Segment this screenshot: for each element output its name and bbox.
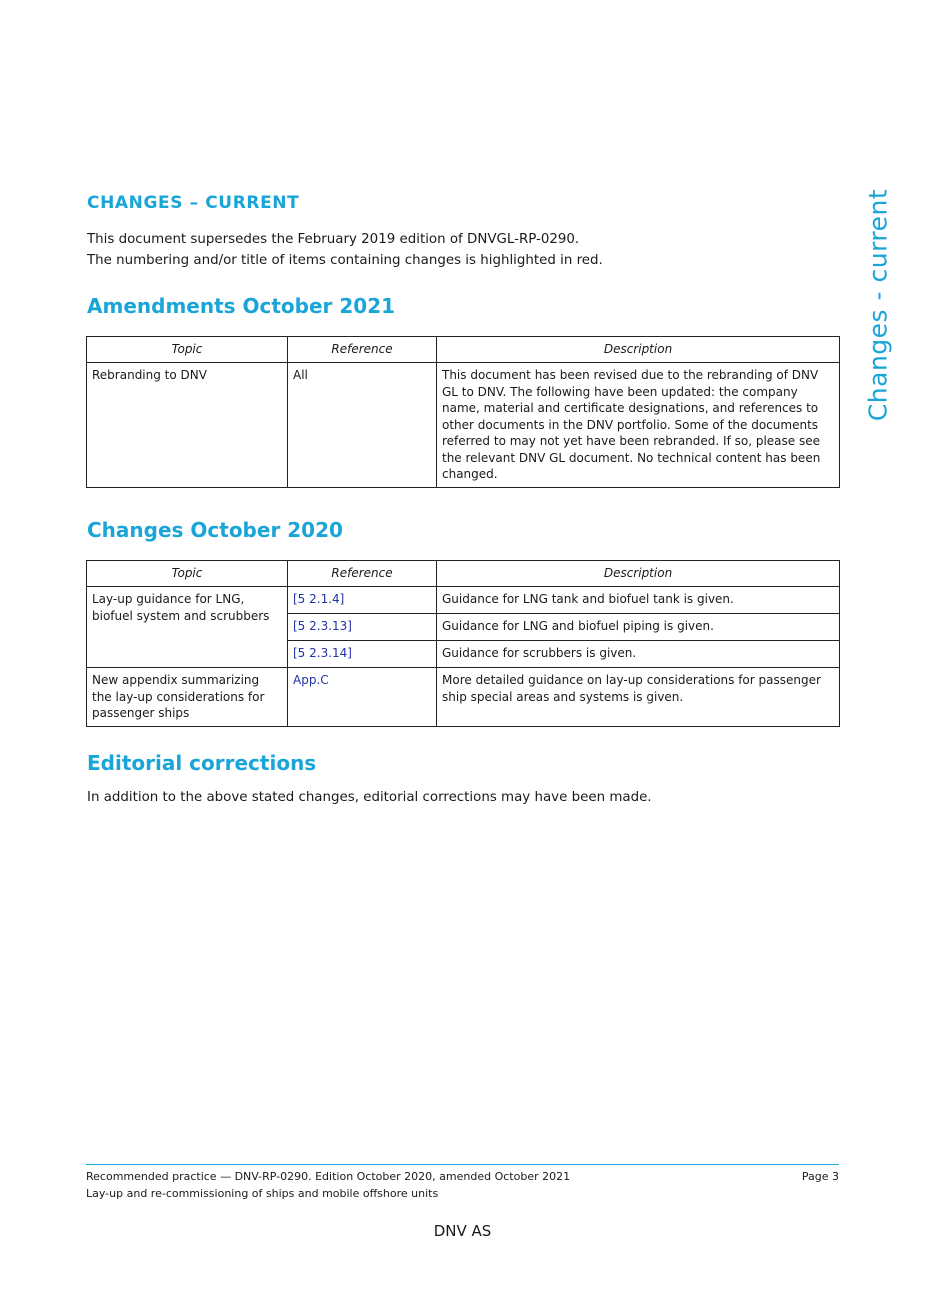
column-header-topic: Topic [87, 337, 288, 363]
intro-text [87, 229, 603, 271]
footer-divider [86, 1164, 839, 1165]
reference-link[interactable]: App.C [293, 673, 329, 687]
reference-cell: All [288, 363, 437, 488]
amendments-table [86, 336, 840, 488]
page-number: Page 3 [801, 1170, 839, 1183]
topic-cell: Lay-up guidance for LNG, biofuel system and scrubbers [87, 587, 288, 668]
column-header-reference: Reference [288, 337, 437, 363]
description-cell: More detailed guidance on lay-up considerations for passenger ship special areas and systems is given. [437, 668, 840, 727]
reference-link[interactable]: [5 2.3.14] [293, 646, 352, 660]
column-header-reference: Reference [288, 561, 437, 587]
footer-document-title: Recommended practice — DNV-RP-0290. Edition October 2020, amended October 2021 [86, 1170, 571, 1183]
reference-link[interactable]: [5 2.1.4] [293, 592, 345, 606]
table-row [87, 587, 840, 614]
editorial-heading: Editorial corrections [87, 751, 317, 775]
reference-cell [288, 587, 437, 614]
reference-link[interactable]: [5 2.3.13] [293, 619, 352, 633]
intro-line: The numbering and/or title of items containing changes is highlighted in red. [87, 253, 603, 268]
description-cell: This document has been revised due to the rebranding of DNV GL to DNV. The following have been updated: the company name, material and certificate designations, and references to other documents in the DNV portfolio. Some of the documents referred to may not yet have been rebranded. If so, please see the relevant DNV GL document. No technical content has been changed. [437, 363, 840, 488]
table-header-row [87, 561, 840, 587]
changes-table [86, 560, 840, 727]
table-row [87, 363, 840, 488]
reference-cell [288, 641, 437, 668]
side-tab-label: Changes - current [863, 188, 893, 422]
footer-document-subtitle: Lay-up and re-commissioning of ships and mobile offshore units [86, 1187, 439, 1200]
table-row [87, 668, 840, 727]
topic-cell: Rebranding to DNV [87, 363, 288, 488]
reference-cell [288, 614, 437, 641]
column-header-topic: Topic [87, 561, 288, 587]
amendments-heading: Amendments October 2021 [87, 294, 396, 318]
column-header-description: Description [437, 337, 840, 363]
column-header-description: Description [437, 561, 840, 587]
description-cell: Guidance for scrubbers is given. [437, 641, 840, 668]
editorial-text: In addition to the above stated changes, editorial corrections may have been made. [87, 790, 652, 805]
reference-cell [288, 668, 437, 727]
description-cell: Guidance for LNG and biofuel piping is given. [437, 614, 840, 641]
table-header-row [87, 337, 840, 363]
description-cell: Guidance for LNG tank and biofuel tank is given. [437, 587, 840, 614]
company-name: DNV AS [433, 1222, 492, 1240]
page-heading: CHANGES – CURRENT [87, 193, 300, 213]
intro-line: This document supersedes the February 2019 edition of DNVGL-RP-0290. [87, 232, 580, 247]
topic-cell: New appendix summarizing the lay-up considerations for passenger ships [87, 668, 288, 727]
changes-heading: Changes October 2020 [87, 518, 343, 542]
